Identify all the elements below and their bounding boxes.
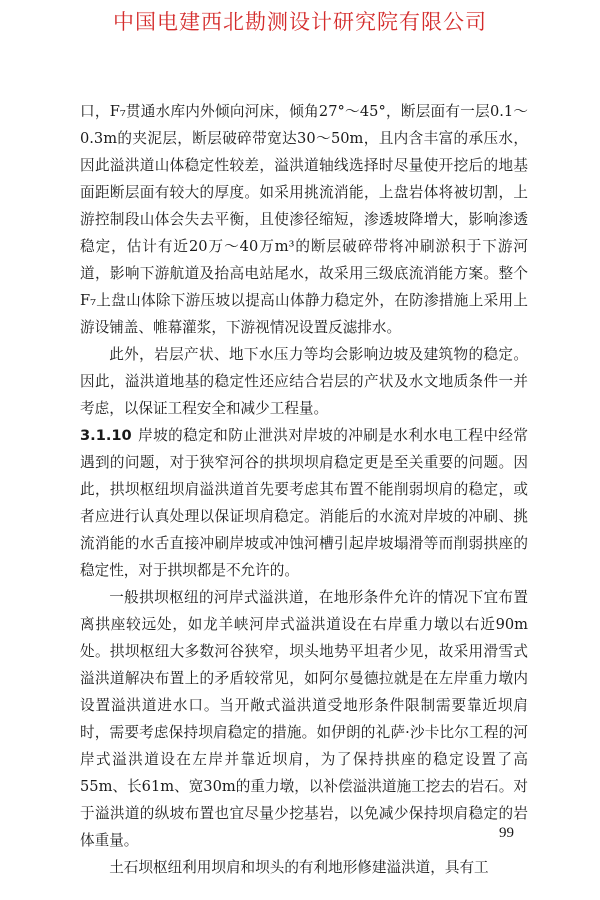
watermark-text: 中国电建西北勘测设计研究院有限公司	[113, 10, 487, 34]
paragraph-3	[80, 422, 528, 584]
paragraph-4: 一般拱坝枢纽的河岸式溢洪道，在地形条件允许的情况下宜布置离拱座较远处，如龙羊峡河岸式溢洪道设在右岸重力墩以右近90m处。拱坝枢纽大多数河谷狭窄，坝头地势平坦者少见，故采用滑雪式溢洪道解决布置上的矛盾较常见，如阿尔曼德拉就是在左岸重力墩内设置溢洪道进水口。当开敞式溢洪道受地形条件限制需要靠近坝肩时，需要考虑保持坝肩稳定的措施。如伊朗的礼萨·沙卡比尔工程的河岸式溢洪道设在左岸并靠近坝肩，为了保持拱座的稳定设置了高55m、长61m、宽30m的重力墩，以补偿溢洪道施工挖去的岩石。对于溢洪道的纵坡布置也宜尽量少挖基岩，以免减少保持坝肩稳定的岩体重量。	[80, 589, 528, 849]
paragraph-3-text: 岸坡的稳定和防止泄洪对岸坡的冲刷是水利水电工程中经常遇到的问题，对于狭窄河谷的拱坝坝肩稳定更是至关重要的问题。因此，拱坝枢纽坝肩溢洪道首先要考虑其布置不能削弱坝肩的稳定，或者应进行认真处理以保证坝肩稳定。消能后的水流对岸坡的冲刷、挑流消能的水舌直接冲刷岸坡或冲蚀河槽引起岸坡塌滑等而削弱拱座的稳定性，对于拱坝都是不允许的。	[80, 427, 528, 579]
body-text	[80, 98, 528, 881]
paragraph-5: 土石坝枢纽利用坝肩和坝头的有利地形修建溢洪道，具有工	[109, 859, 489, 876]
section-number: 3.1.10	[80, 427, 132, 444]
paragraph-1: 口，F₇贯通水库内外倾向河床，倾角27°～45°，断层面有一层0.1～0.3m的夹泥层，断层破碎带宽达30～50m，且内含丰富的承压水，因此溢洪道山体稳定性较差，溢洪道轴线选择时尽量使开挖后的地基面距断层面有较大的厚度。如采用挑流消能，上盘岩体将被切割，上游控制段山体会失去平衡，且使渗径缩短，渗透坡降增大，影响渗透稳定，估计有近20万～40万m³的断层破碎带将冲刷淤积于下游河道，影响下游航道及抬高电站尾水，故采用三级底流消能方案。整个F₇上盘山体除下游压坡以提高山体静力稳定外，在防渗措施上采用上游设铺盖、帷幕灌浆，下游视情况设置反滤排水。	[80, 103, 528, 336]
page-number: 99	[499, 825, 514, 841]
paragraph-2: 此外，岩层产状、地下水压力等均会影响边坡及建筑物的稳定。因此，溢洪道地基的稳定性还应结合岩层的产状及水文地质条件一并考虑，以保证工程安全和减少工程量。	[80, 346, 528, 417]
